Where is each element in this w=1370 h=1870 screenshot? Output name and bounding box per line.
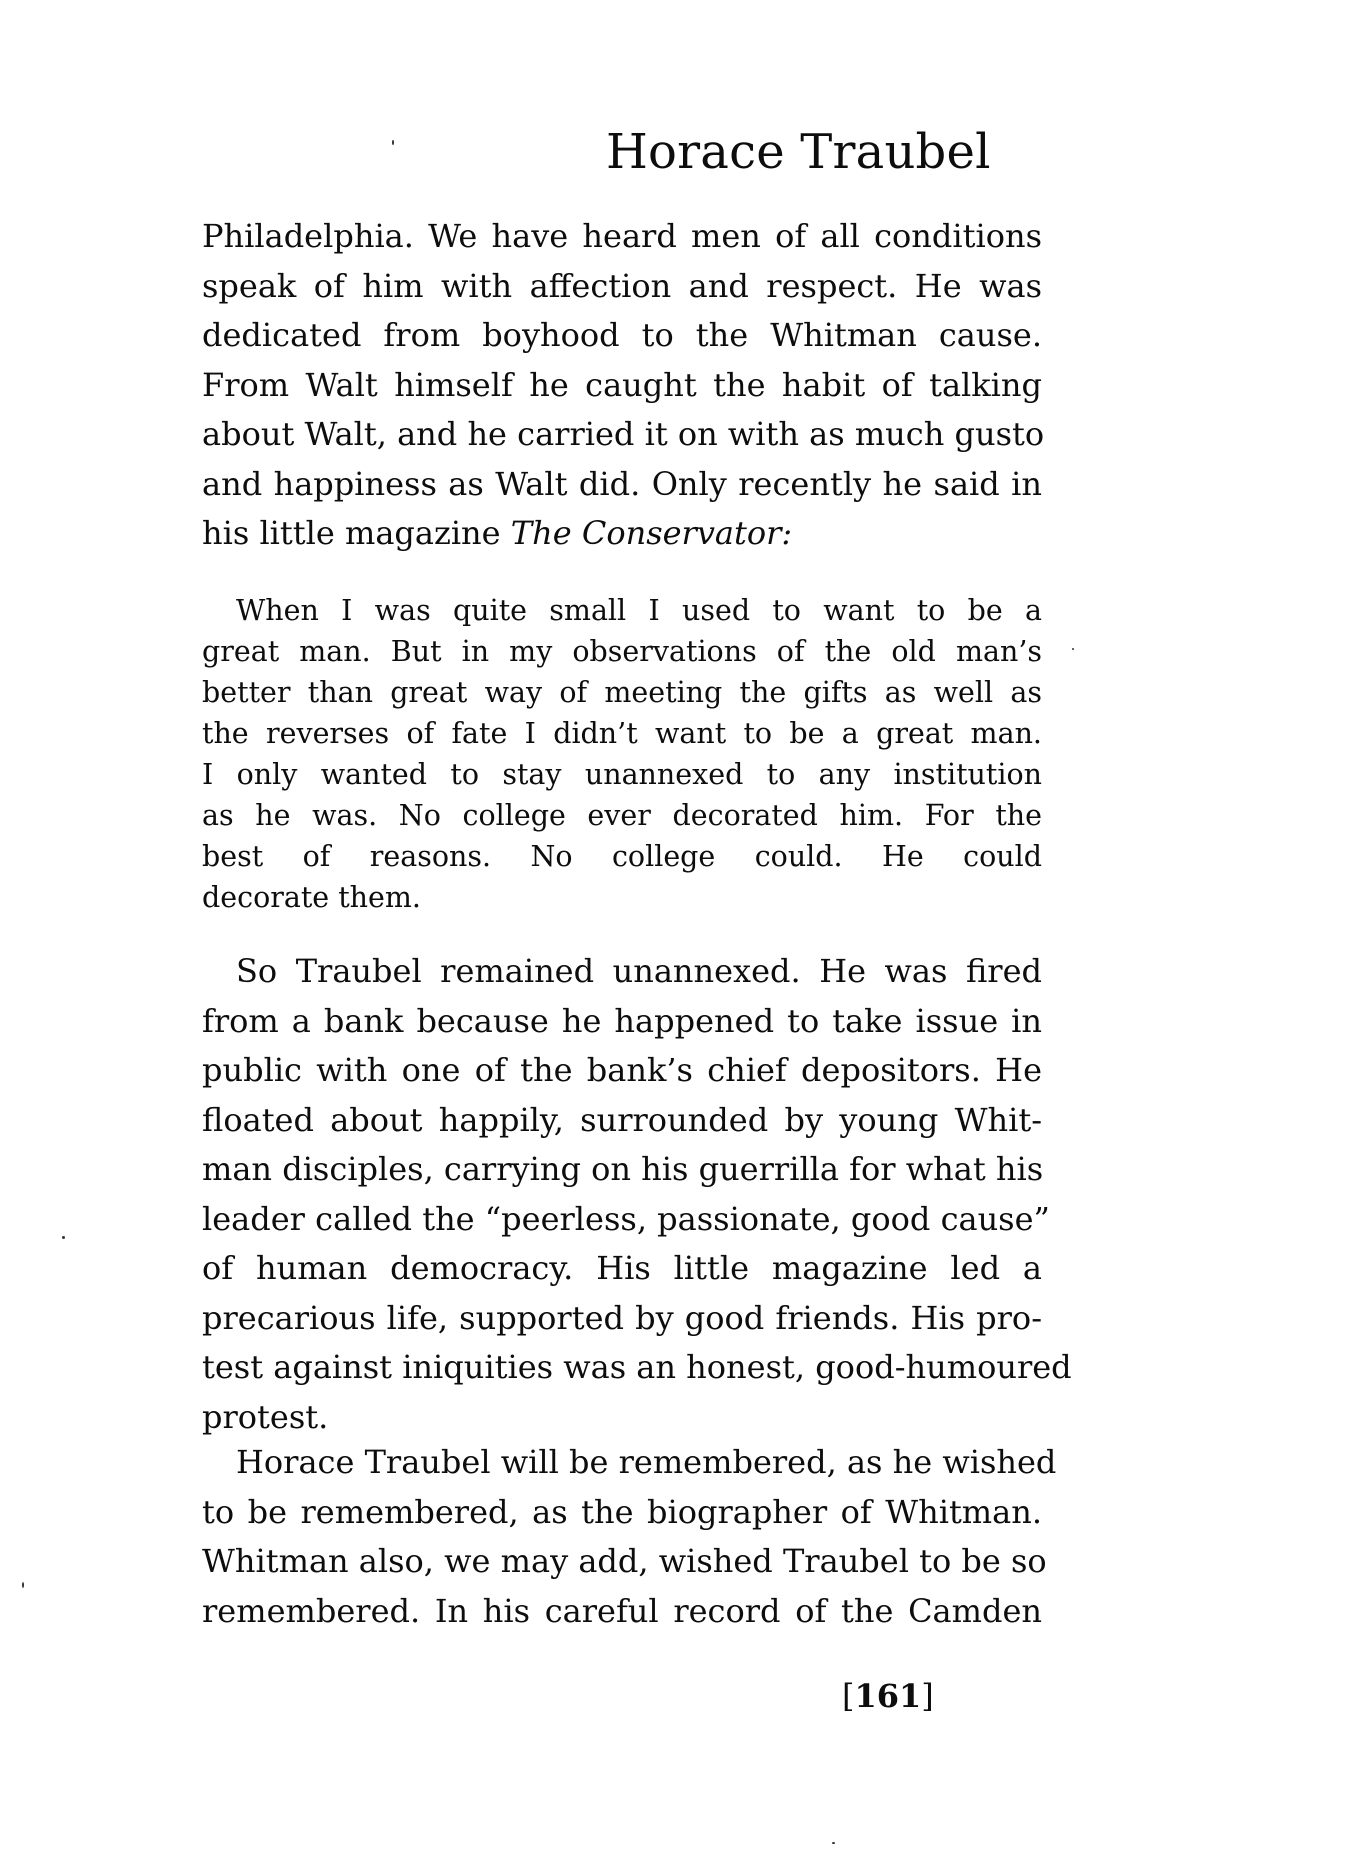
quote-line: When I was quite small I used to want to be a	[236, 594, 1042, 627]
scan-speck	[832, 1842, 835, 1844]
folio-bracket-open: [	[842, 1677, 855, 1715]
text-line: So Traubel remained unannexed. He was fired	[236, 952, 1042, 990]
quote-line: as he was. No college ever decorated him. For the	[202, 799, 1042, 832]
text-line: Horace Traubel will be remembered, as he wished	[236, 1443, 1057, 1481]
paragraph-1	[202, 212, 1045, 559]
text-line: remembered. In his careful record of the Camden	[202, 1591, 1042, 1630]
scan-speck	[1072, 648, 1074, 650]
text-line: man disciples, carrying on his guerrilla for what his	[202, 1150, 1044, 1188]
quote-line: I only wanted to stay unannexed to any institution	[202, 758, 1042, 791]
quote-line: best of reasons. No college could. He could	[202, 840, 1042, 873]
scan-speck	[62, 1236, 65, 1239]
text-line: about Walt, and he carried it on with as much gusto	[202, 415, 1045, 453]
paragraph-2	[202, 947, 1072, 1442]
quote-line: great man. But in my observations of the old man’s	[202, 635, 1042, 668]
scan-speck	[392, 140, 394, 145]
quote-line: decorate them.	[202, 881, 421, 914]
text-line: to be remembered, as the biographer of Whitman.	[202, 1492, 1042, 1531]
paragraph-3	[202, 1438, 1057, 1636]
running-head: Horace Traubel	[606, 124, 991, 180]
text-line: precarious life, supported by good friends. His pro-	[202, 1298, 1042, 1337]
magazine-title: The Conservator:	[510, 514, 793, 552]
text-line: leader called the “peerless, passionate, good cause”	[202, 1199, 1050, 1238]
text-line: and happiness as Walt did. Only recently he said in	[202, 464, 1042, 503]
text-line: from a bank because he happened to take issue in	[202, 1001, 1042, 1040]
text-line: speak of him with affection and respect. He was	[202, 266, 1042, 305]
text-line: From Walt himself he caught the habit of talking	[202, 365, 1042, 404]
text-line: test against iniquities was an honest, good-humoured	[202, 1348, 1072, 1386]
text-line	[202, 509, 1042, 559]
scan-speck	[22, 1582, 24, 1588]
text-line: Whitman also, we may add, wished Traubel to be so	[202, 1542, 1047, 1580]
page-number	[842, 1672, 934, 1720]
folio-number: 161	[854, 1677, 922, 1715]
folio-bracket-close: ]	[921, 1677, 934, 1715]
text-line: public with one of the bank’s chief depositors. He	[202, 1051, 1042, 1089]
text-line: of human democracy. His little magazine led a	[202, 1249, 1042, 1287]
quote-line: better than great way of meeting the gifts as well as	[202, 676, 1042, 709]
text-line-fragment: his little magazine	[202, 514, 501, 552]
text-line: protest.	[202, 1397, 329, 1436]
quote-line: the reverses of fate I didn’t want to be a great man.	[202, 717, 1042, 750]
block-quote	[202, 590, 1042, 918]
text-line: floated about happily, surrounded by young Whit-	[202, 1100, 1042, 1139]
text-line: Philadelphia. We have heard men of all conditions	[202, 217, 1042, 255]
text-line: dedicated from boyhood to the Whitman cause.	[202, 316, 1042, 354]
